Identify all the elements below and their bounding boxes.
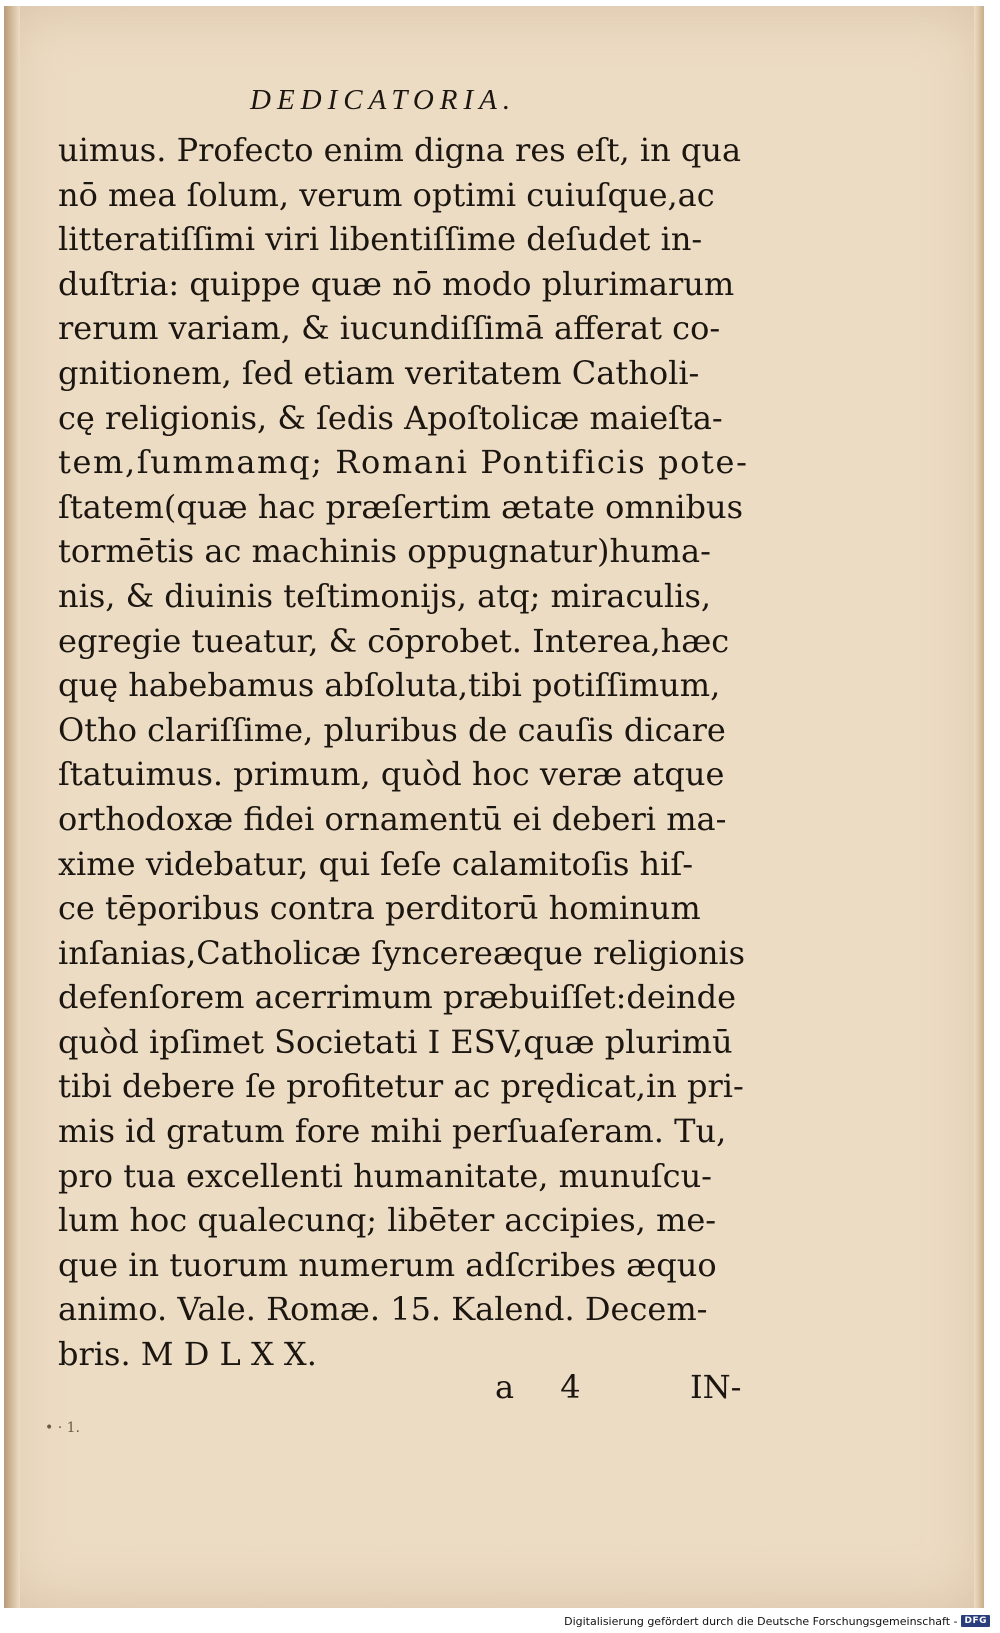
page-gutter — [4, 6, 20, 1608]
dedication-text — [58, 128, 778, 1377]
text-line: ſtatem(quæ hac præſertim ætate omnibus — [58, 487, 744, 526]
text-line: defenſorem acerrimum præbuiſſet:deinde — [58, 978, 737, 1017]
text-line: uimus. Profecto enim digna res eſt, in qua — [58, 131, 742, 169]
digitization-footer — [564, 1612, 990, 1630]
text-line: ſtatuimus. primum, quòd hoc veræ atque — [58, 755, 725, 794]
text-line: quę habebamus abſoluta,tibi potiſſimum, — [58, 666, 721, 705]
text-line: duſtria: quippe quæ nō modo plurimarum — [58, 264, 735, 303]
text-line: Otho clariſſime, pluribus de cauſis dicare — [58, 710, 726, 749]
running-head: DEDICATORIA. — [250, 84, 517, 116]
text-line: mis id gratum fore mihi perſuaſeram. Tu, — [58, 1112, 727, 1151]
text-line: nō mea ſolum, verum optimi cuiuſque,ac — [58, 175, 715, 214]
footer-text: Digitalisierung gefördert durch die Deutsche Forschungsgemeinschaft - — [564, 1614, 958, 1628]
text-line: lum hoc qualecunq; libēter accipies, me- — [58, 1201, 717, 1240]
text-line: tormētis ac machinis oppugnatur)huma- — [58, 532, 711, 571]
dfg-logo-icon: DFG — [961, 1615, 990, 1627]
text-line: tem,ſummamq; Romani Pontificis pote- — [58, 443, 749, 482]
text-line: quòd ipſimet Societati I ESV,quæ plurimū — [58, 1022, 733, 1061]
text-line: ce tēporibus contra perditorū hominum — [58, 889, 701, 928]
text-line: egregie tueatur, & cōprobet. Interea,hæc — [58, 621, 730, 660]
signature-mark: a 4 — [495, 1368, 599, 1406]
text-line: animo. Vale. Romæ. 15. Kalend. Decem- — [58, 1290, 708, 1329]
text-line: nis, & diuinis teſtimonijs, atq; miraculis, — [58, 576, 712, 615]
text-line: gnitionem, ſed etiam veritatem Catholi- — [58, 353, 700, 392]
text-line: cę religionis, & ſedis Apoſtolicæ maieſta- — [58, 398, 723, 437]
text-line: orthodoxæ fidei ornamentū ei deberi ma- — [58, 799, 727, 838]
text-line: tibi debere ſe profitetur ac prędicat,in pri- — [58, 1067, 744, 1106]
page-edge — [974, 6, 984, 1608]
text-line: litteratiſſimi viri libentiſſime deſudet in- — [58, 220, 703, 259]
text-line: inſanias,Catholicæ ſyncereæque religionis — [58, 933, 746, 972]
text-line: xime videbatur, qui ſeſe calamitoſis hiſ- — [58, 844, 694, 883]
text-line: bris. M D L X X. — [58, 1335, 317, 1374]
text-line: pro tua excellenti humanitate, munuſcu- — [58, 1156, 712, 1195]
text-line: que in tuorum numerum adſcribes æquo — [58, 1245, 717, 1284]
text-line: rerum variam, & iucundiſſimā afferat co- — [58, 309, 721, 348]
margin-speck: • · 1. — [45, 1420, 80, 1436]
catchword: IN- — [690, 1368, 742, 1406]
